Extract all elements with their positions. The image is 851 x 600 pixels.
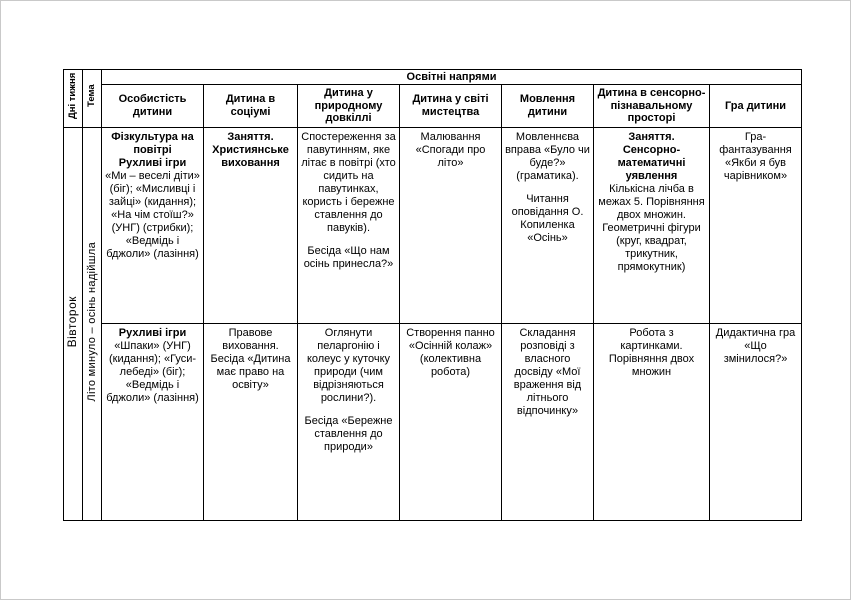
cell-r1-sensory	[594, 127, 710, 323]
theme-label: Літо минуло – осінь надійшла	[85, 241, 98, 402]
weekly-plan-table	[63, 69, 802, 521]
plan-row-1	[64, 127, 802, 323]
col-header-society: Дитина в соціумі	[204, 85, 298, 128]
cell-segment: Рухливі ігри	[118, 326, 187, 339]
cell-segment: Християнське виховання	[212, 143, 289, 169]
theme-axis-label: Тема	[85, 84, 97, 108]
cell-segment: Кількісна лічба в межах 5. Порівняння двох множин. Геометричні фігури (круг, квадрат, трикутник, прямокутник)	[598, 182, 705, 273]
cell-segment: Рухливі ігри	[118, 156, 187, 169]
cell-r1-nature	[298, 127, 400, 323]
cell-segment: Сенсорно-математичні уявлення	[617, 143, 686, 182]
days-axis-label: Дні тижня	[66, 72, 78, 120]
header-row-columns	[64, 85, 802, 128]
cell-segment: Створення панно «Осінній колаж» (колективна робота)	[406, 326, 495, 378]
cell-segment: Заняття.	[227, 130, 274, 143]
cell-r2-nature	[298, 323, 400, 520]
theme-cell	[83, 127, 102, 520]
col-header-play: Гра дитини	[710, 85, 802, 128]
cell-r1-speech	[502, 127, 594, 323]
cell-r2-society	[204, 323, 298, 520]
cell-segment: «Ми – веселі діти» (біг); «Мисливці і зайці» (кидання); «На чім стоїш?» (УНГ) (стрибки); «Ведмідь і бджоли» (лазіння)	[105, 169, 200, 260]
table-title: Освітні напрями	[102, 70, 802, 85]
cell-r2-sensory	[594, 323, 710, 520]
cell-segment: Мовленнєва вправа «Було чи буде?» (граматика).	[505, 130, 590, 182]
cell-segment: «Шпаки» (УНГ) (кидання); «Гуси-лебеді» (біг); «Ведмідь і бджоли» (лазіння)	[106, 339, 199, 404]
col-header-personality: Особистість дитини	[102, 85, 204, 128]
col-header-nature: Дитина у природному довкіллі	[298, 85, 400, 128]
col-header-sensory: Дитина в сенсорно-пізнавальному просторі	[594, 85, 710, 128]
cell-segment: Оглянути пеларгонію і колеус у куточку природи (чим відрізняються рослини?).	[306, 326, 391, 404]
cell-r2-speech	[502, 323, 594, 520]
header-row-top	[64, 70, 802, 85]
theme-axis-header-cell	[83, 70, 102, 128]
cell-r1-personality	[102, 127, 204, 323]
cell-r2-play	[710, 323, 802, 520]
cell-segment: Правове виховання. Бесіда «Дитина має право на освіту»	[210, 326, 291, 391]
cell-segment: Малювання «Спогади про літо»	[415, 130, 486, 169]
cell-segment: Робота з картинками. Порівняння двох множин	[608, 326, 695, 378]
cell-segment: Бесіда «Бережне ставлення до природи»	[304, 414, 393, 453]
cell-r1-play	[710, 127, 802, 323]
cell-r2-personality	[102, 323, 204, 520]
plan-row-2	[64, 323, 802, 520]
cell-segment: Читання оповідання О. Копиленка «Осінь»	[511, 192, 584, 244]
cell-segment: Заняття.	[628, 130, 675, 143]
cell-segment: Бесіда «Що нам осінь принесла?»	[303, 244, 394, 270]
col-header-speech: Мовлення дитини	[502, 85, 594, 128]
cell-r1-society	[204, 127, 298, 323]
cell-segment: Фізкультура на повітрі	[111, 130, 194, 156]
days-axis-header-cell	[64, 70, 83, 128]
cell-segment: Гра-фантазування «Якби я був чарівником»	[719, 130, 792, 182]
day-cell	[64, 127, 83, 520]
day-label: Вівторок	[65, 295, 80, 348]
cell-segment: Складання розповіді з власного досвіду «Мої враження від літнього відпочинку»	[513, 326, 582, 417]
cell-r2-art	[400, 323, 502, 520]
cell-segment: Спостереження за павутинням, яке літає в повітрі (хто сидить на павутинках, користь і бережне ставлення до павуків).	[301, 130, 396, 234]
cell-r1-art	[400, 127, 502, 323]
col-header-art: Дитина у світі мистецтва	[400, 85, 502, 128]
cell-segment: Дидактична гра «Що змінилося?»	[715, 326, 796, 365]
